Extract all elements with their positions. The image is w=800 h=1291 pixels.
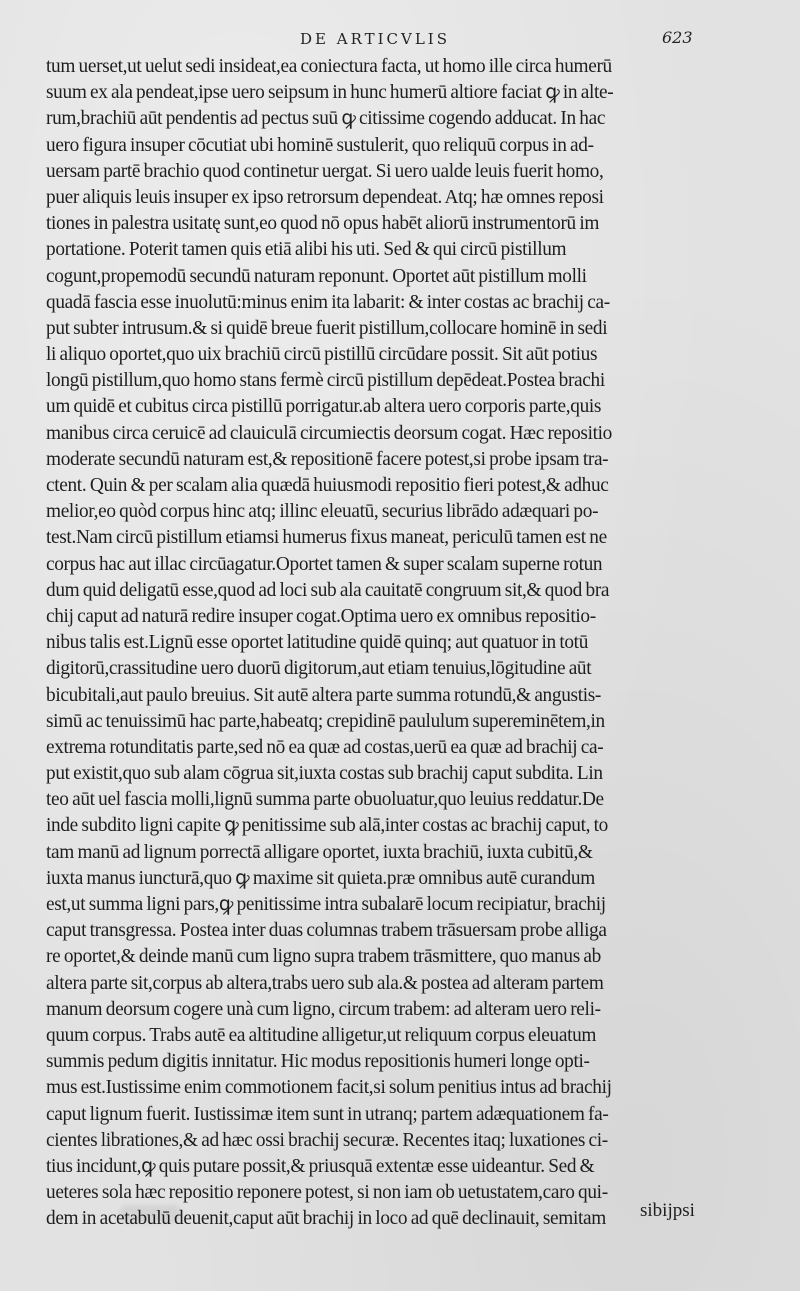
text-line: ueteres sola hæc repositio reponere potest, si non iam ob uetustatem,caro qui- — [46, 1182, 608, 1204]
ink-bleed-smudge — [120, 1205, 180, 1223]
text-line: simū ac tenuissimū hac parte,habeatq; crepidinē paululum supereminētem,in — [46, 710, 605, 732]
text-line: re oportet,& deinde manū cum ligno supra trabem trāsmittere, quo manus ab — [46, 946, 601, 968]
text-line: inde subdito ligni capite ꝙ penitissime sub alā,inter costas ac brachij caput, to — [46, 815, 608, 837]
text-line: test.Nam circū pistillum etiamsi humerus fixus maneat, periculū tamen est ne — [46, 527, 607, 549]
text-line: um quidē et cubitus circa pistillū porrigatur.ab altera uero corporis parte,quis — [46, 396, 602, 418]
text-line: tum uerset,ut uelut sedi insideat,ea coniectura facta, ut homo ille circa humerū — [46, 56, 612, 77]
text-line: caput lignum fuerit. Iustissimæ item sunt in utranq; partem adæquationem fa- — [46, 1103, 609, 1125]
text-line: moderate secundū naturam est,& repositionē facere potest,si probe ipsam tra- — [46, 448, 609, 470]
text-line: quum corpus. Trabs autē ea altitudine alligetur,ut reliquum corpus eleuatum — [46, 1024, 597, 1046]
text-line: tiones in palestra usitatę sunt,eo quod nō opus habēt aliorū instrumentorū im — [46, 213, 600, 235]
text-line: teo aūt uel fascia molli,lignū summa parte obuoluatur,quo leuius reddatur.De — [46, 789, 604, 811]
text-line: put existit,quo sub alam cōgrua sit,iuxta costas sub brachij caput subdita. Lin — [46, 763, 603, 785]
text-line: tam manū ad lignum porrectā alligare oportet, iuxta brachiū, iuxta cubitū,& — [46, 841, 593, 863]
text-line: iuxta manus iuncturā,quo ꝙ maxime sit quieta.præ omnibus autē curandum — [46, 867, 595, 889]
text-line: li aliquo oportet,quo uix brachiū circū pistillū circūdare possit. Sit aūt potius — [46, 344, 598, 366]
text-line: portatione. Poterit tamen quis etiā alibi his uti. Sed & qui circū pistillum — [46, 239, 567, 261]
text-line: put subter intrusum.& si quidē breue fuerit pistillum,collocare hominē in sedi — [46, 317, 608, 339]
text-line: tius incidunt,ꝙ quis putare possit,& priusquā extentæ esse uideantur. Sed & — [46, 1155, 595, 1177]
text-line: dem in acetabulū deuenit,caput aūt brachij in loco ad quē declinauit, semitam — [46, 1208, 606, 1230]
text-line: corpus hac aut illac circūagatur.Oportet tamen & super scalam superne rotun — [46, 553, 603, 575]
text-line: chij caput ad naturā redire insuper cogat.Optima uero ex omnibus repositio- — [46, 605, 596, 627]
text-line: cientes librationes,& ad hæc ossi brachij securæ. Recentes itaq; luxationes ci- — [46, 1129, 608, 1151]
catchword: sibijpsi — [640, 1200, 695, 1221]
text-line: manum deorsum cogere unà cum ligno, circum trabem: ad alteram uero reli- — [46, 998, 601, 1020]
text-line: ctent. Quin & per scalam alia quædā huiusmodi repositio fieri potest,& adhuc — [46, 475, 609, 496]
text-line: extrema rotunditatis parte,sed nō ea quæ ad costas,uerū ea quæ ad brachij ca- — [46, 736, 604, 758]
text-line: dum quid deligatū esse,quod ad loci sub ala cauitatē congruum sit,& quod bra — [46, 579, 610, 601]
text-line: longū pistillum,quo homo stans fermè circū pistillum depēdeat.Postea brachi — [46, 370, 605, 392]
text-line: caput transgressa. Postea inter duas columnas trabem trāsuersam probe alliga — [46, 920, 607, 942]
text-line: cogunt,propemodū secundū naturam reponunt. Oportet aūt pistillum molli — [46, 265, 587, 287]
text-line: est,ut summa ligni pars,ꝙ penitissime intra subalarē locum recipiatur, brachij — [46, 894, 606, 915]
text-line: summis pedum digitis innitatur. Hic modus repositionis humeri longe opti- — [46, 1051, 590, 1073]
text-line: puer aliquis leuis insuper ex ipso retrorsum dependeat. Atq; hæ omnes reposi — [46, 186, 604, 208]
running-head-title: DE ARTICVLIS — [300, 30, 451, 48]
text-line: uero figura insuper cōcutiat ubi hominē sustulerit, quo reliquū corpus in ad- — [46, 134, 594, 156]
text-line: nibus talis est.Lignū esse oportet latitudine quidē quinq; aut quatuor in totū — [46, 632, 589, 654]
text-line: suum ex ala pendeat,ipse uero seipsum in hunc humerū altiore faciat ꝙ in alte- — [46, 82, 614, 104]
text-line: rum,brachiū aūt pendentis ad pectus suū ꝙ citissime cogendo adducat. In hac — [46, 108, 606, 130]
page-number: 623 — [662, 28, 693, 47]
text-line: bicubitali,aut paulo breuius. Sit autē altera parte summa rotundū,& angustis- — [46, 684, 602, 706]
text-line: mus est.Iustissime enim commotionem facit,si solum penitius intus ad brachij — [46, 1077, 612, 1099]
text-line: uersam partē brachio quod continetur uergat. Si uero ualde leuis fuerit homo, — [46, 160, 604, 182]
text-line: melior,eo quòd corpus hinc atq; illinc eleuatū, securius librādo adæquari po- — [46, 501, 599, 523]
text-line: digitorū,crassitudine uero duorū digitorum,aut etiam tenuius,lōgitudine aūt — [46, 658, 592, 680]
text-line: manibus circa ceruicē ad clauiculā circumiectis deorsum cogat. Hæc repositio — [46, 422, 613, 444]
text-line: quadā fascia esse inuolutū:minus enim ita labarit: & inter costas ac brachij ca- — [46, 291, 610, 313]
body-text-block — [46, 54, 786, 1232]
text-line: altera parte sit,corpus ab altera,trabs uero sub ala.& postea ad alteram partem — [46, 972, 604, 994]
